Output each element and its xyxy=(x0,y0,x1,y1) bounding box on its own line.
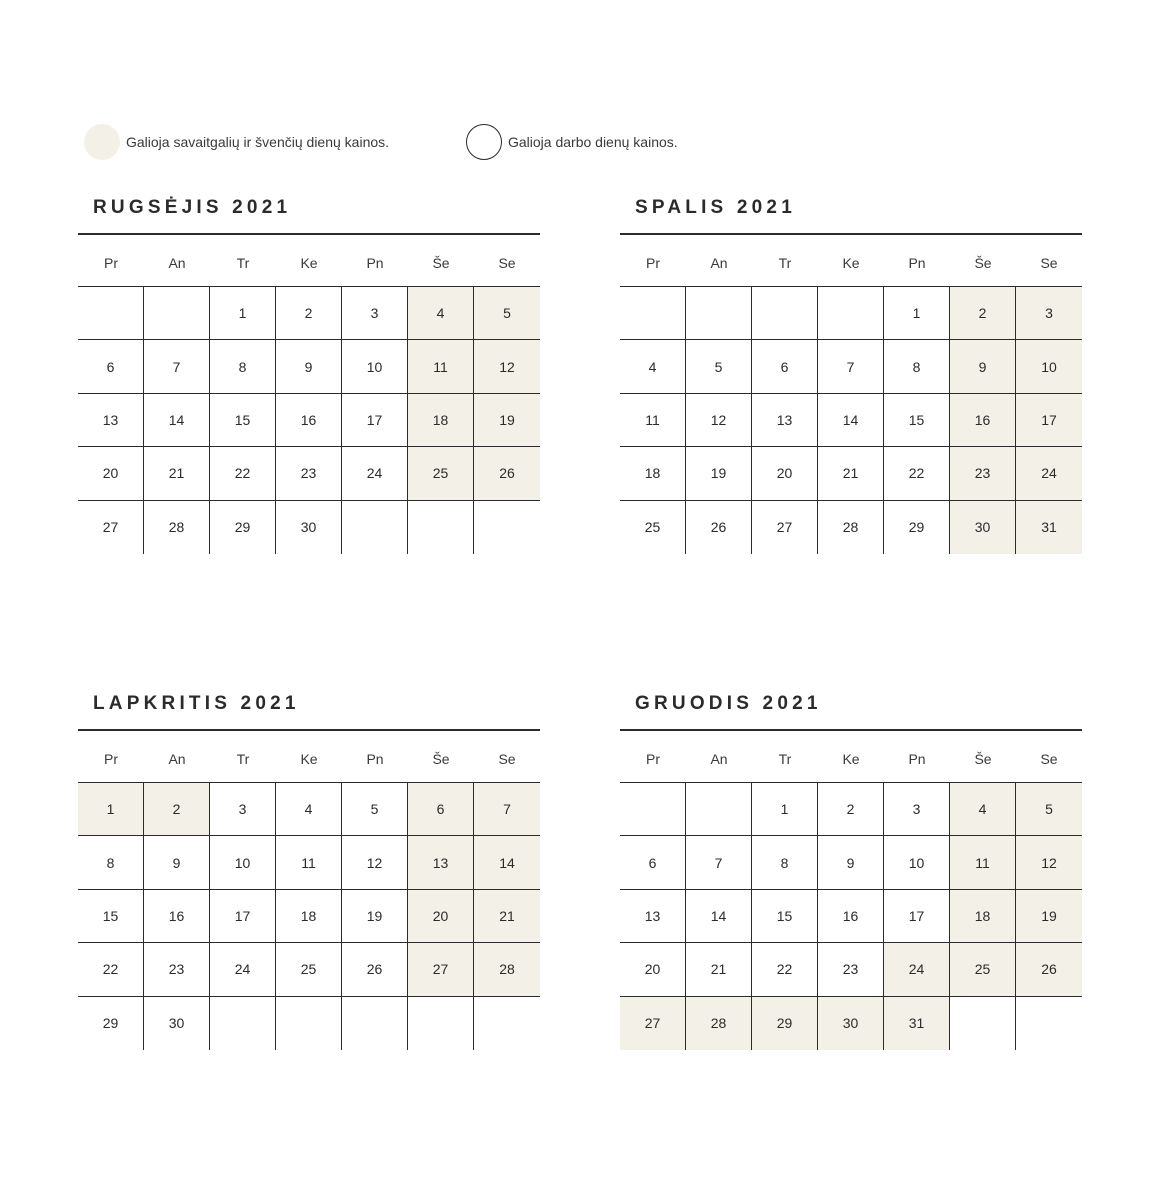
day-cell[interactable]: 11 xyxy=(276,836,342,889)
day-cell[interactable]: 13 xyxy=(752,394,818,447)
day-cell[interactable]: 10 xyxy=(884,836,950,889)
day-cell[interactable]: 18 xyxy=(620,447,686,500)
day-cell[interactable]: 7 xyxy=(818,340,884,393)
weekday-header: Se xyxy=(498,751,516,767)
weekday-header: Se xyxy=(498,255,516,271)
day-cell[interactable]: 4 xyxy=(950,783,1016,836)
weekday-header: Še xyxy=(974,255,992,271)
day-cell[interactable]: 25 xyxy=(276,943,342,996)
day-cell[interactable]: 21 xyxy=(144,447,210,500)
empty-cell xyxy=(408,997,474,1050)
empty-cell xyxy=(620,287,686,340)
day-cell[interactable]: 23 xyxy=(276,447,342,500)
empty-cell xyxy=(342,997,408,1050)
day-cell[interactable]: 3 xyxy=(342,287,408,340)
empty-cell xyxy=(686,287,752,340)
day-cell[interactable]: 1 xyxy=(78,783,144,836)
weekday-header: Se xyxy=(1040,751,1058,767)
weekday-header: Tr xyxy=(778,751,792,767)
day-cell[interactable]: 22 xyxy=(752,943,818,996)
legend-weekday xyxy=(466,124,678,160)
day-cell[interactable]: 27 xyxy=(408,943,474,996)
weekday-header: Tr xyxy=(236,255,250,271)
weekday-header: Tr xyxy=(778,255,792,271)
day-cell[interactable]: 9 xyxy=(818,836,884,889)
day-cell[interactable]: 10 xyxy=(210,836,276,889)
day-cell[interactable]: 27 xyxy=(78,501,144,554)
weekend-price-swatch-icon xyxy=(84,124,120,160)
day-cell[interactable]: 12 xyxy=(342,836,408,889)
day-cell[interactable]: 15 xyxy=(78,890,144,943)
day-cell[interactable]: 7 xyxy=(144,340,210,393)
day-cell[interactable]: 23 xyxy=(950,447,1016,500)
month-title: SPALIS 2021 xyxy=(635,197,796,218)
day-cell[interactable]: 25 xyxy=(950,943,1016,996)
day-grid xyxy=(78,783,540,1050)
day-cell[interactable]: 17 xyxy=(884,890,950,943)
day-cell[interactable]: 9 xyxy=(144,836,210,889)
day-cell[interactable]: 1 xyxy=(752,783,818,836)
day-cell[interactable]: 4 xyxy=(276,783,342,836)
day-cell[interactable]: 28 xyxy=(818,501,884,554)
day-cell[interactable]: 8 xyxy=(210,340,276,393)
day-cell[interactable]: 13 xyxy=(408,836,474,889)
day-cell[interactable]: 8 xyxy=(884,340,950,393)
day-cell[interactable]: 6 xyxy=(752,340,818,393)
weekday-header: Pr xyxy=(104,751,118,767)
weekday-header-row xyxy=(78,235,540,287)
weekday-header-row xyxy=(620,731,1082,783)
day-cell[interactable]: 26 xyxy=(474,447,540,500)
day-cell[interactable]: 5 xyxy=(1016,783,1082,836)
weekday-header: Tr xyxy=(236,751,250,767)
empty-cell xyxy=(474,501,540,554)
day-cell[interactable]: 14 xyxy=(474,836,540,889)
day-cell[interactable]: 13 xyxy=(78,394,144,447)
day-cell[interactable]: 1 xyxy=(210,287,276,340)
day-cell[interactable]: 7 xyxy=(686,836,752,889)
day-cell[interactable]: 18 xyxy=(950,890,1016,943)
day-cell[interactable]: 4 xyxy=(620,340,686,393)
day-cell[interactable]: 20 xyxy=(408,890,474,943)
day-cell[interactable]: 2 xyxy=(950,287,1016,340)
day-cell[interactable]: 3 xyxy=(210,783,276,836)
day-cell[interactable]: 9 xyxy=(276,340,342,393)
day-cell[interactable]: 20 xyxy=(78,447,144,500)
day-cell[interactable]: 1 xyxy=(884,287,950,340)
day-cell[interactable]: 25 xyxy=(408,447,474,500)
day-cell[interactable]: 12 xyxy=(686,394,752,447)
day-cell[interactable]: 4 xyxy=(408,287,474,340)
weekday-header: An xyxy=(710,255,728,271)
empty-cell xyxy=(78,287,144,340)
weekday-header: Ke xyxy=(842,255,860,271)
empty-cell xyxy=(210,997,276,1050)
day-cell[interactable]: 30 xyxy=(144,997,210,1050)
weekday-header: Pr xyxy=(104,255,118,271)
day-cell[interactable]: 22 xyxy=(884,447,950,500)
day-cell[interactable]: 27 xyxy=(752,501,818,554)
weekday-header-row xyxy=(78,731,540,783)
day-cell[interactable]: 7 xyxy=(474,783,540,836)
weekday-header: Se xyxy=(1040,255,1058,271)
day-cell[interactable]: 14 xyxy=(686,890,752,943)
day-cell[interactable]: 10 xyxy=(342,340,408,393)
empty-cell xyxy=(686,783,752,836)
day-cell[interactable]: 8 xyxy=(78,836,144,889)
day-cell[interactable]: 30 xyxy=(276,501,342,554)
weekday-header: An xyxy=(710,751,728,767)
day-cell[interactable]: 28 xyxy=(144,501,210,554)
weekday-header: An xyxy=(168,255,186,271)
weekday-header: Pn xyxy=(366,255,384,271)
day-cell[interactable]: 24 xyxy=(1016,447,1082,500)
day-cell[interactable]: 20 xyxy=(620,943,686,996)
day-cell[interactable]: 21 xyxy=(818,447,884,500)
day-cell[interactable]: 26 xyxy=(686,501,752,554)
month-title: LAPKRITIS 2021 xyxy=(93,693,300,714)
day-cell[interactable]: 2 xyxy=(144,783,210,836)
empty-cell xyxy=(408,501,474,554)
day-cell[interactable]: 19 xyxy=(474,394,540,447)
day-cell[interactable]: 2 xyxy=(818,783,884,836)
day-cell[interactable]: 10 xyxy=(1016,340,1082,393)
weekday-header: Ke xyxy=(300,751,318,767)
day-cell[interactable]: 30 xyxy=(818,997,884,1050)
empty-cell xyxy=(144,287,210,340)
day-cell[interactable]: 16 xyxy=(950,394,1016,447)
day-cell[interactable]: 19 xyxy=(1016,890,1082,943)
day-cell[interactable]: 3 xyxy=(1016,287,1082,340)
day-cell[interactable]: 20 xyxy=(752,447,818,500)
month-title: RUGSĖJIS 2021 xyxy=(93,197,292,218)
day-cell[interactable]: 5 xyxy=(686,340,752,393)
day-cell[interactable]: 11 xyxy=(950,836,1016,889)
empty-cell xyxy=(752,287,818,340)
day-grid xyxy=(78,287,540,554)
day-grid xyxy=(620,783,1082,1050)
day-cell[interactable]: 17 xyxy=(210,890,276,943)
day-cell[interactable]: 11 xyxy=(408,340,474,393)
day-cell[interactable]: 26 xyxy=(1016,943,1082,996)
day-cell[interactable]: 27 xyxy=(620,997,686,1050)
day-cell[interactable]: 6 xyxy=(78,340,144,393)
day-cell[interactable]: 5 xyxy=(474,287,540,340)
day-grid xyxy=(620,287,1082,554)
day-cell[interactable]: 29 xyxy=(210,501,276,554)
day-cell[interactable]: 21 xyxy=(686,943,752,996)
day-cell[interactable]: 23 xyxy=(144,943,210,996)
day-cell[interactable]: 24 xyxy=(884,943,950,996)
legend-weekday-label: Galioja darbo dienų kainos. xyxy=(508,134,678,150)
day-cell[interactable]: 16 xyxy=(276,394,342,447)
day-cell[interactable]: 29 xyxy=(884,501,950,554)
day-cell[interactable]: 9 xyxy=(950,340,1016,393)
empty-cell xyxy=(818,287,884,340)
empty-cell xyxy=(620,783,686,836)
month-title: GRUODIS 2021 xyxy=(635,693,822,714)
day-cell[interactable]: 18 xyxy=(276,890,342,943)
day-cell[interactable]: 12 xyxy=(1016,836,1082,889)
day-cell[interactable]: 14 xyxy=(144,394,210,447)
weekday-header: Še xyxy=(432,255,450,271)
day-cell[interactable]: 18 xyxy=(408,394,474,447)
day-cell[interactable]: 16 xyxy=(144,890,210,943)
empty-cell xyxy=(276,997,342,1050)
legend-weekend xyxy=(84,124,389,160)
day-cell[interactable]: 5 xyxy=(342,783,408,836)
day-cell[interactable]: 22 xyxy=(78,943,144,996)
weekday-header: Pr xyxy=(646,255,660,271)
weekday-header: Pn xyxy=(366,751,384,767)
weekday-header: Pn xyxy=(908,751,926,767)
day-cell[interactable]: 2 xyxy=(276,287,342,340)
day-cell[interactable]: 15 xyxy=(210,394,276,447)
day-cell[interactable]: 24 xyxy=(342,447,408,500)
day-cell[interactable]: 17 xyxy=(1016,394,1082,447)
day-cell[interactable]: 19 xyxy=(342,890,408,943)
empty-cell xyxy=(950,997,1016,1050)
weekday-header: Še xyxy=(432,751,450,767)
empty-cell xyxy=(1016,997,1082,1050)
day-cell[interactable]: 29 xyxy=(752,997,818,1050)
legend-weekend-label: Galioja savaitgalių ir švenčių dienų kainos. xyxy=(126,134,390,150)
day-cell[interactable]: 15 xyxy=(752,890,818,943)
day-cell[interactable]: 16 xyxy=(818,890,884,943)
day-cell[interactable]: 29 xyxy=(78,997,144,1050)
empty-cell xyxy=(342,501,408,554)
weekday-header: Še xyxy=(974,751,992,767)
weekday-header: An xyxy=(168,751,186,767)
day-cell[interactable]: 17 xyxy=(342,394,408,447)
day-cell[interactable]: 3 xyxy=(884,783,950,836)
day-cell[interactable]: 12 xyxy=(474,340,540,393)
day-cell[interactable]: 22 xyxy=(210,447,276,500)
weekday-header: Pr xyxy=(646,751,660,767)
day-cell[interactable]: 6 xyxy=(620,836,686,889)
weekday-header: Pn xyxy=(908,255,926,271)
day-cell[interactable]: 28 xyxy=(474,943,540,996)
day-cell[interactable]: 31 xyxy=(884,997,950,1050)
day-cell[interactable]: 13 xyxy=(620,890,686,943)
day-cell[interactable]: 21 xyxy=(474,890,540,943)
day-cell[interactable]: 24 xyxy=(210,943,276,996)
weekday-price-swatch-icon xyxy=(466,124,502,160)
day-cell[interactable]: 26 xyxy=(342,943,408,996)
weekday-header-row xyxy=(620,235,1082,287)
legend xyxy=(84,124,784,160)
day-cell[interactable]: 30 xyxy=(950,501,1016,554)
day-cell[interactable]: 19 xyxy=(686,447,752,500)
day-cell[interactable]: 25 xyxy=(620,501,686,554)
day-cell[interactable]: 11 xyxy=(620,394,686,447)
day-cell[interactable]: 8 xyxy=(752,836,818,889)
weekday-header: Ke xyxy=(300,255,318,271)
day-cell[interactable]: 15 xyxy=(884,394,950,447)
day-cell[interactable]: 31 xyxy=(1016,501,1082,554)
day-cell[interactable]: 14 xyxy=(818,394,884,447)
day-cell[interactable]: 28 xyxy=(686,997,752,1050)
weekday-header: Ke xyxy=(842,751,860,767)
empty-cell xyxy=(474,997,540,1050)
day-cell[interactable]: 6 xyxy=(408,783,474,836)
day-cell[interactable]: 23 xyxy=(818,943,884,996)
